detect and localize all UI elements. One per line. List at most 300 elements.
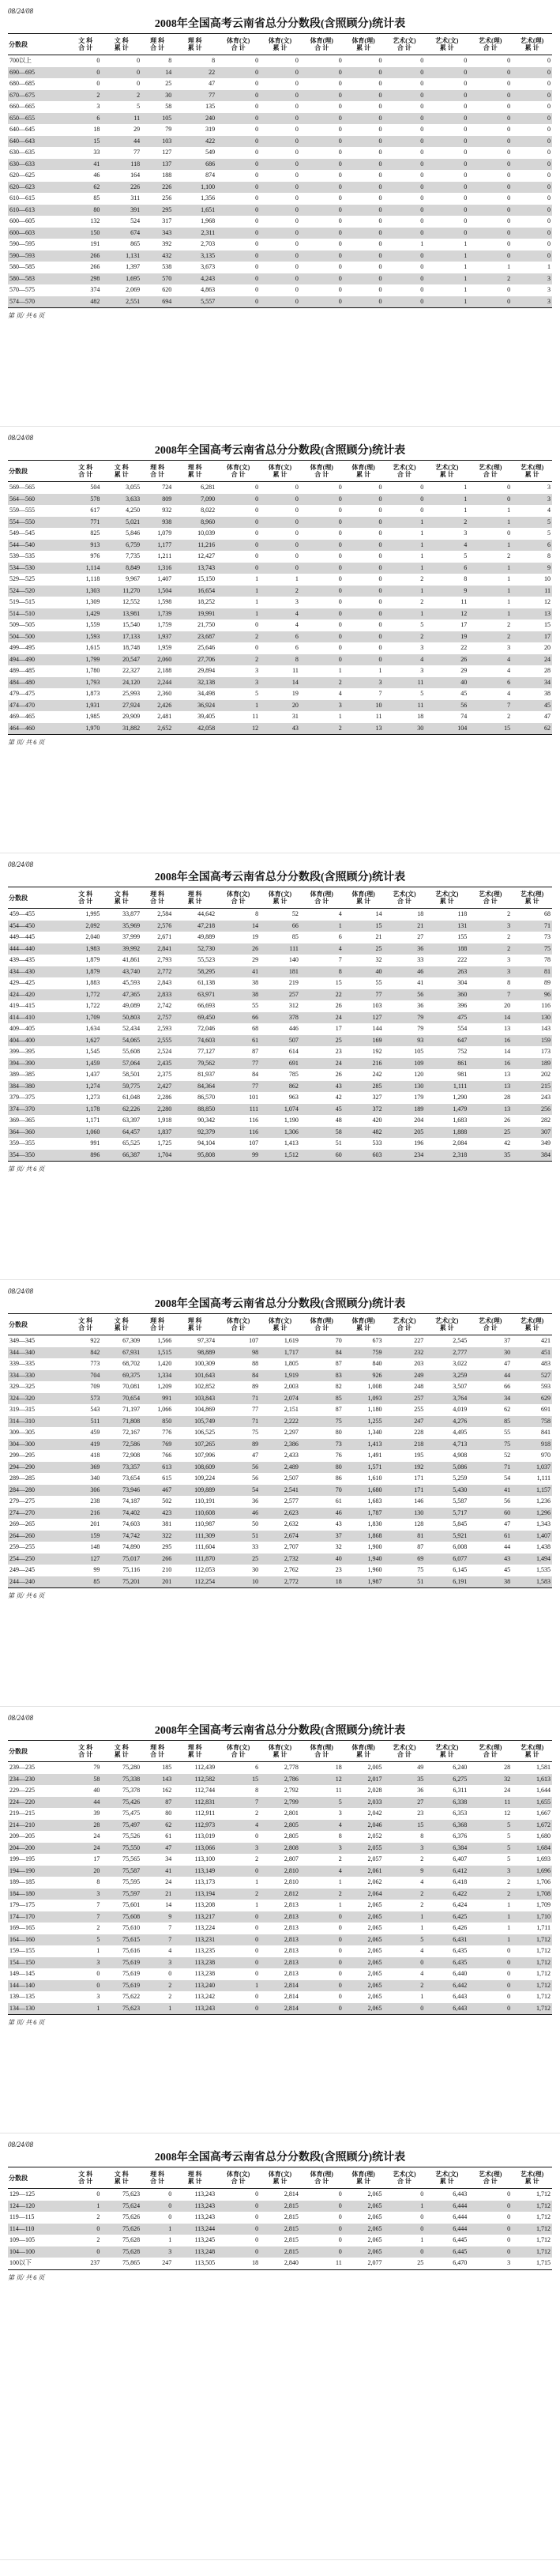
count-cell: 8: [338, 1832, 342, 1840]
count-cell: 0: [507, 1947, 511, 1954]
count-cell: 15: [344, 921, 384, 932]
count-cell: 77: [173, 90, 216, 102]
count-cell: 1,111: [425, 1081, 468, 1093]
count-cell: 11: [252, 713, 259, 720]
count-cell: 298: [70, 273, 101, 285]
count-cell: 43: [260, 723, 300, 735]
count-cell: 210: [162, 1566, 172, 1573]
count-cell: 1,413: [284, 1139, 299, 1147]
count-cell: 0: [378, 57, 382, 64]
count-cell: 15,150: [197, 575, 216, 582]
count-cell: 43: [335, 1520, 342, 1527]
count-cell: 0: [216, 90, 260, 102]
count-cell: 1,712: [536, 2190, 551, 2198]
count-cell: 0: [383, 205, 425, 217]
table-row: [8, 1554, 552, 1565]
count-cell: 4: [216, 1820, 260, 1832]
count-cell: 2,577: [284, 1497, 299, 1505]
count-cell: 381: [162, 1520, 172, 1527]
count-cell: 74,603: [122, 1520, 141, 1527]
count-cell: 981: [457, 1071, 468, 1078]
count-cell: 4: [420, 1878, 424, 1885]
count-cell: 44: [468, 1370, 512, 1382]
count-cell: 2,813: [284, 1924, 299, 1931]
count-cell: 0: [547, 194, 551, 201]
count-cell: 0: [260, 205, 300, 217]
count-cell: 2,807: [284, 1855, 299, 1862]
count-cell: 0: [344, 113, 384, 125]
count-cell: 0: [420, 2213, 424, 2220]
count-cell: 2,833: [141, 989, 173, 1001]
count-cell: 89: [252, 1383, 259, 1390]
count-cell: 71: [468, 1462, 512, 1474]
count-cell: 0: [295, 507, 299, 514]
count-cell: 1,171: [85, 1117, 100, 1124]
count-cell: 46: [383, 966, 425, 978]
print-date: 08/24/08: [8, 2141, 34, 2149]
count-cell: 0: [464, 217, 468, 224]
count-cell: 1: [70, 2201, 101, 2213]
table-row: [8, 1485, 552, 1497]
count-cell: 0: [512, 136, 552, 148]
count-cell: 8: [420, 1832, 424, 1840]
count-cell: 3: [420, 667, 424, 674]
table-row: [8, 1774, 552, 1786]
score-range-cell: 194—190: [8, 1866, 70, 1877]
count-cell: 0: [96, 57, 100, 64]
column-header: 艺术(文) 累 计: [425, 2167, 468, 2189]
count-cell: 2,772: [260, 1576, 300, 1588]
count-cell: 0: [507, 194, 511, 201]
count-cell: 171: [383, 1485, 425, 1497]
count-cell: 0: [378, 529, 382, 537]
count-cell: 5,587: [453, 1497, 468, 1505]
count-cell: 1: [468, 540, 512, 552]
count-cell: 0: [300, 90, 344, 102]
count-cell: 2,244: [141, 677, 173, 689]
count-cell: 44,642: [197, 910, 216, 917]
count-cell: 0: [507, 103, 511, 110]
table-row: [8, 688, 552, 700]
score-range-cell: 459—455: [9, 910, 35, 917]
count-cell: 0: [295, 529, 299, 537]
column-header: 理 科 合 计: [141, 461, 173, 482]
count-cell: 926: [344, 1370, 384, 1382]
count-cell: 38: [216, 989, 260, 1001]
column-header: 体育(文) 累 计: [260, 887, 300, 909]
count-cell: 396: [457, 1002, 468, 1009]
count-cell: 14: [141, 67, 173, 79]
count-cell: 61: [216, 1035, 260, 1047]
score-range-cell: 344—340: [8, 1347, 70, 1359]
column-header: 体育(文) 累 计: [260, 34, 300, 55]
table-row: [8, 932, 552, 943]
table-row: [8, 677, 552, 689]
count-cell: 2,652: [141, 723, 173, 735]
count-cell: 47: [141, 1843, 173, 1855]
table-row: [8, 1820, 552, 1832]
count-cell: 86: [335, 1474, 342, 1482]
count-cell: 75: [512, 943, 552, 955]
count-cell: 0: [425, 136, 468, 148]
count-cell: 39: [93, 1810, 100, 1817]
count-cell: 13: [512, 608, 552, 620]
count-cell: 36: [252, 1497, 259, 1505]
count-cell: 201: [141, 1576, 173, 1588]
table-row: [8, 1115, 552, 1127]
table-row: [8, 1762, 552, 1774]
table-row: [8, 597, 552, 608]
count-cell: 2: [338, 1855, 342, 1862]
count-cell: 1,535: [536, 1566, 551, 1573]
count-cell: 75,550: [101, 1843, 141, 1855]
count-cell: 18: [335, 1764, 342, 1771]
count-cell: 205: [383, 1127, 425, 1139]
column-header: 文 科 合 计: [70, 461, 101, 482]
count-cell: 41,861: [122, 956, 141, 963]
count-cell: 0: [295, 103, 299, 110]
count-cell: 49: [417, 1764, 424, 1771]
count-cell: 6,281: [201, 484, 216, 491]
count-cell: 80: [70, 205, 101, 217]
count-cell: 0: [507, 149, 511, 156]
count-cell: 0: [507, 80, 511, 87]
column-header: 理 科 累 计: [173, 1741, 216, 1762]
column-header: 艺术(理) 累 计: [512, 1314, 552, 1335]
count-cell: 1: [378, 667, 382, 674]
count-cell: 204: [414, 1117, 424, 1124]
count-cell: 0: [260, 159, 300, 171]
count-cell: 0: [344, 250, 384, 262]
count-cell: 75,426: [101, 1797, 141, 1809]
count-cell: 1: [425, 250, 468, 262]
column-header: 文 科 累 计: [101, 2167, 141, 2189]
column-header: 艺术(文) 累 计: [425, 887, 468, 909]
count-cell: 0: [338, 80, 342, 87]
count-cell: 1: [464, 484, 468, 491]
count-cell: 49,089: [122, 1002, 141, 1009]
count-cell: 0: [468, 494, 512, 506]
count-cell: 75,628: [101, 2246, 141, 2258]
count-cell: 0: [420, 149, 424, 156]
count-cell: 2,061: [344, 1866, 384, 1877]
table-row: [8, 1889, 552, 1900]
count-cell: 5: [507, 1832, 511, 1840]
score-range-cell: 124—120: [8, 2201, 70, 2213]
count-cell: 0: [468, 182, 512, 194]
count-cell: 769: [141, 1439, 173, 1451]
count-cell: 75,017: [101, 1554, 141, 1565]
count-cell: 113,242: [194, 1993, 216, 2000]
count-cell: 247: [383, 1416, 425, 1428]
count-cell: 155: [457, 933, 468, 940]
column-header: 分数段: [8, 2167, 70, 2189]
count-cell: 140: [288, 956, 299, 963]
count-cell: 55: [504, 1429, 511, 1436]
table-header-row: [8, 2167, 552, 2189]
column-header: 体育(理) 累 计: [344, 461, 384, 482]
count-cell: 47,365: [101, 989, 141, 1001]
score-range-cell: 590—593: [8, 250, 70, 262]
count-cell: 4,243: [173, 273, 216, 285]
count-cell: 8: [96, 1878, 100, 1885]
count-cell: 2: [468, 273, 512, 285]
count-cell: 135: [205, 103, 216, 110]
count-cell: 1: [420, 529, 424, 537]
count-cell: 0: [216, 2003, 260, 2015]
score-distribution-table: [8, 1740, 552, 2015]
count-cell: 30: [252, 1566, 259, 1573]
count-cell: 4,863: [201, 286, 216, 293]
count-cell: 45: [300, 1104, 344, 1116]
count-cell: 0: [425, 90, 468, 102]
table-row: [8, 505, 552, 517]
count-cell: 61,048: [122, 1094, 141, 1101]
count-cell: 0: [168, 2213, 172, 2220]
count-cell: 0: [216, 2246, 260, 2258]
count-cell: 1,739: [141, 608, 173, 620]
count-cell: 7: [96, 1901, 100, 1908]
count-cell: 2,092: [70, 921, 101, 932]
count-cell: 1,693: [536, 1855, 551, 1862]
count-cell: 0: [547, 240, 551, 247]
count-cell: 107: [249, 1139, 259, 1147]
count-cell: 203: [414, 1360, 424, 1367]
count-cell: 70,081: [122, 1383, 141, 1390]
score-range-cell: 239—235: [9, 1764, 35, 1771]
count-cell: 14: [375, 910, 382, 917]
count-cell: 58: [70, 1774, 101, 1786]
count-cell: 691: [541, 1406, 551, 1413]
count-cell: 0: [255, 2213, 259, 2220]
count-cell: 0: [383, 159, 425, 171]
count-cell: 3: [512, 273, 552, 285]
count-cell: 37: [504, 1337, 511, 1344]
count-cell: 1,209: [157, 1383, 172, 1390]
count-cell: 113,224: [194, 1924, 216, 1931]
table-row: [8, 90, 552, 102]
score-range-cell: 700以上: [9, 57, 32, 64]
count-cell: 1,114: [70, 563, 101, 574]
count-cell: 938: [141, 517, 173, 529]
count-cell: 2,017: [344, 1774, 384, 1786]
score-range-cell: 454—450: [8, 921, 70, 932]
table-row: [8, 700, 552, 712]
count-cell: 1,655: [512, 1797, 552, 1809]
count-cell: 0: [137, 57, 141, 64]
count-cell: 2,703: [201, 240, 216, 247]
count-cell: 0: [295, 217, 299, 224]
count-cell: 31,882: [101, 723, 141, 735]
count-cell: 1: [300, 921, 344, 932]
count-cell: 2,065: [344, 1934, 384, 1946]
count-cell: 1,680: [536, 1832, 551, 1840]
count-cell: 0: [512, 67, 552, 79]
column-header: 艺术(文) 合 计: [383, 2167, 425, 2189]
count-cell: 6,435: [453, 1947, 468, 1954]
count-cell: 52: [291, 910, 299, 917]
count-cell: 80: [300, 1462, 344, 1474]
score-range-cell: 620—623: [8, 182, 70, 194]
column-header: 体育(理) 累 计: [344, 1741, 384, 1762]
count-cell: 0: [300, 2003, 344, 2015]
table-row: [8, 1831, 552, 1843]
score-range-cell: 329—325: [9, 1383, 35, 1390]
count-cell: 143: [141, 1774, 173, 1786]
count-cell: 22: [460, 644, 468, 651]
column-header: 艺术(理) 累 计: [512, 1741, 552, 1762]
count-cell: 2,814: [260, 2003, 300, 2015]
count-cell: 6,376: [453, 1832, 468, 1840]
count-cell: 40: [344, 966, 384, 978]
count-cell: 11: [468, 1797, 512, 1809]
count-cell: 6,442: [425, 1980, 468, 1992]
count-cell: 113,235: [194, 1947, 216, 1954]
count-cell: 1,672: [512, 1820, 552, 1832]
count-cell: 3: [300, 700, 344, 712]
count-cell: 1,583: [512, 1576, 552, 1588]
count-cell: 75,338: [101, 1774, 141, 1786]
table-row: [8, 631, 552, 643]
count-cell: 81: [383, 1531, 425, 1542]
count-cell: 1: [464, 240, 468, 247]
count-cell: 0: [216, 1934, 260, 1946]
count-cell: 482: [70, 296, 101, 308]
count-cell: 120: [414, 1071, 424, 1078]
report-page: [0, 0, 560, 427]
count-cell: 322: [141, 1531, 173, 1542]
count-cell: 1,837: [141, 1127, 173, 1139]
count-cell: 5: [420, 690, 424, 697]
count-cell: 1,619: [284, 1337, 299, 1344]
count-cell: 164: [130, 171, 141, 179]
count-cell: 77: [216, 1058, 260, 1070]
count-cell: 28: [70, 1820, 101, 1832]
count-cell: 2,065: [367, 2213, 382, 2220]
count-cell: 0: [300, 540, 344, 552]
count-cell: 1,968: [201, 217, 216, 224]
count-cell: 42,058: [173, 723, 216, 735]
count-cell: 77: [344, 989, 384, 1001]
count-cell: 694: [141, 296, 173, 308]
count-cell: 2,028: [367, 1787, 382, 1794]
count-cell: 0: [468, 1980, 512, 1992]
count-cell: 113,231: [173, 1934, 216, 1946]
count-cell: 0: [420, 80, 424, 87]
count-cell: 227: [414, 1337, 424, 1344]
count-cell: 4,495: [453, 1429, 468, 1436]
count-cell: 1,211: [157, 552, 172, 559]
count-cell: 2,074: [260, 1393, 300, 1405]
count-cell: 27,706: [173, 654, 216, 666]
count-cell: 11: [460, 598, 468, 605]
count-cell: 8: [255, 1787, 259, 1794]
count-cell: 1,343: [536, 1520, 551, 1527]
table-row: [8, 1843, 552, 1855]
table-row: [8, 1427, 552, 1439]
count-cell: 0: [338, 1924, 342, 1931]
table-row: [8, 1508, 552, 1520]
count-cell: 45: [504, 1566, 511, 1573]
count-cell: 6,759: [101, 540, 141, 552]
count-cell: 0: [464, 57, 468, 64]
count-cell: 9: [383, 1866, 425, 1877]
count-cell: 25: [165, 80, 172, 87]
count-cell: 34: [165, 1855, 172, 1862]
count-cell: 0: [300, 296, 344, 308]
count-cell: 0: [300, 113, 344, 125]
count-cell: 88,850: [173, 1104, 216, 1116]
count-cell: 6: [295, 644, 299, 651]
table-row: [8, 1439, 552, 1451]
count-cell: 1,712: [512, 1934, 552, 1946]
count-cell: 26: [504, 1117, 511, 1124]
count-cell: 75,595: [122, 1878, 141, 1885]
count-cell: 1,340: [367, 1429, 382, 1436]
table-row: [8, 284, 552, 296]
count-cell: 15: [383, 1820, 425, 1832]
count-cell: 2,065: [367, 1970, 382, 1977]
count-cell: 0: [383, 113, 425, 125]
count-cell: 131: [425, 921, 468, 932]
column-header: 体育(理) 累 计: [344, 1314, 384, 1335]
count-cell: 1: [507, 598, 511, 605]
table-row: [8, 205, 552, 217]
score-range-cell: 514—510: [8, 608, 70, 620]
count-cell: 43,740: [101, 966, 141, 978]
score-range-cell: 434—430: [8, 966, 70, 978]
count-cell: 0: [216, 494, 260, 506]
count-cell: 1: [383, 517, 425, 529]
count-cell: 51: [335, 1139, 342, 1147]
count-cell: 68,702: [122, 1360, 141, 1367]
count-cell: 2,813: [260, 1934, 300, 1946]
count-cell: 3: [464, 529, 468, 537]
count-cell: 112,744: [194, 1787, 216, 1794]
count-cell: 15: [468, 723, 512, 735]
count-cell: 25,993: [122, 690, 141, 697]
count-cell: 116: [249, 1117, 259, 1124]
count-cell: 307: [512, 1127, 552, 1139]
count-cell: 0: [255, 263, 259, 270]
count-cell: 41: [216, 966, 260, 978]
count-cell: 1,131: [101, 250, 141, 262]
count-cell: 0: [378, 644, 382, 651]
score-range-cell: 690—695: [8, 67, 70, 79]
count-cell: 113,019: [194, 1832, 216, 1840]
count-cell: 1,873: [85, 690, 100, 697]
count-cell: 28: [504, 1764, 511, 1771]
count-cell: 25,646: [197, 644, 216, 651]
count-cell: 1,772: [70, 989, 101, 1001]
count-cell: 1,545: [85, 1048, 100, 1055]
count-cell: 0: [300, 1911, 344, 1923]
count-cell: 1: [420, 552, 424, 559]
count-cell: 11: [375, 713, 382, 720]
column-header: 艺术(理) 合 计: [468, 1314, 512, 1335]
count-cell: 1,515: [141, 1347, 173, 1359]
table-row: [8, 528, 552, 540]
count-cell: 0: [216, 182, 260, 194]
count-cell: 1,985: [85, 713, 100, 720]
count-cell: 1: [70, 2003, 101, 2015]
count-cell: 181: [260, 966, 300, 978]
count-cell: 62: [512, 723, 552, 735]
count-cell: 1,888: [425, 1127, 468, 1139]
count-cell: 22,327: [122, 667, 141, 674]
score-range-cell: 309—305: [9, 1429, 35, 1436]
count-cell: 1,759: [157, 621, 172, 628]
